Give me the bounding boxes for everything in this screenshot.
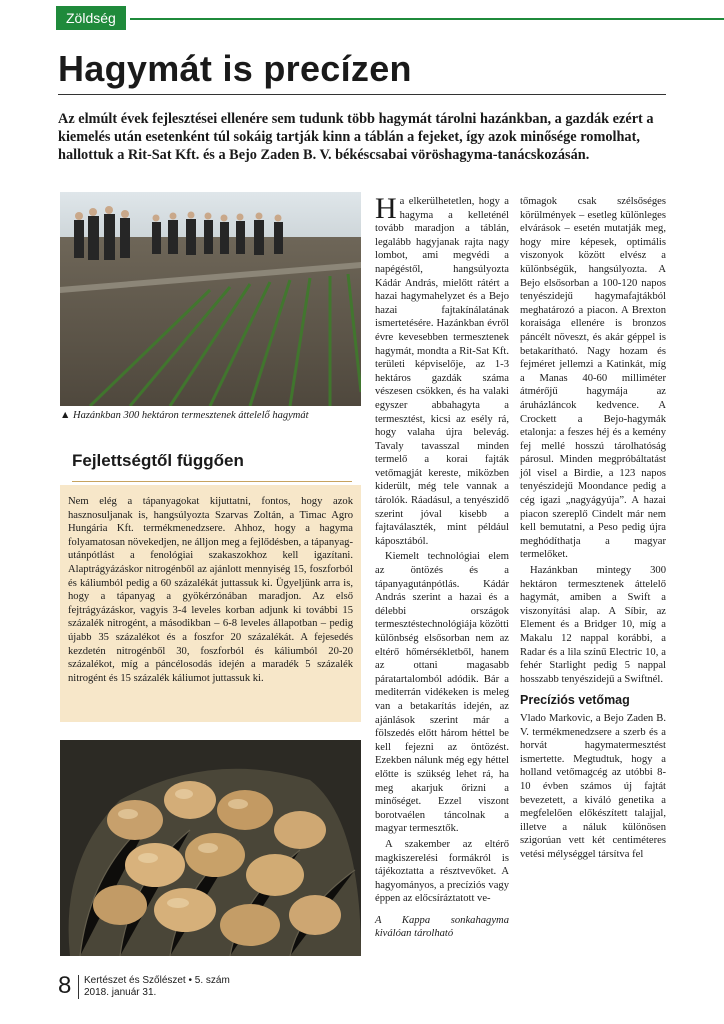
column-3-paragraph-3: Vlado Markovic, a Bejo Zaden B. V. termékmenedzsere a szerb és a horvát hagymatermesztést ismertette. Megtudtuk, hogy a holland vetőmagcég az utóbbi 8-10 évben számos új fajtát bevezetett, a kiváló genetika a megfelelően előkészített talajjal, illetve a náluk különösen szigorúan vett két centiméteres vetési mélységgel társítva fel (520, 712, 666, 860)
sidebar-box-title: Fejlettségtől függően (72, 451, 244, 470)
section-tag: Zöldség (56, 6, 126, 30)
footer-divider (78, 975, 79, 999)
sidebar-box-text: Nem elég a tápanyagokat kijuttatni, fontos, hogy azok hasznosuljanak is, hangsúlyozta Szarvas Zoltán, a Timac Agro Hungária Kft. termékmenedzsere. Ahhoz, hogy a hagyma folyamatosan növekedjen, ne álljon meg a fejlődésben, a tápanyag-utánpótlást a fenológiai szakaszokhoz kell igazítani. Alaptrágyázáskor nitrogénből az ajánlott mennyiség 15, foszforból és káliumból pedig a 60 százalékát juttassuk ki. Ügyeljünk arra is, hogy a tápanyag a gyökérzónában maradjon. Az első fejtrágyázáskor, vagyis 3-4 leveles korban adjunk ki további 15 százalék nitrogént, a másodikban – 6-8 leveles állapotban – pedig újabb 35 százalékot és a foszfor 20 százalékát. A fejesedés kezdetén nitrogénből 30, foszforból és káliumból 20-20 százalékot, míg a páncélosodás idején a maradék 5 százalék nitrogént és 15 százalék káliumot juttassuk ki. (68, 496, 353, 684)
onion-photo-caption: A Kappa sonkahagyma kiválóan tárolható (375, 914, 509, 940)
field-photo-image (60, 192, 361, 406)
dropcap: H (375, 192, 397, 225)
section-header (0, 0, 724, 34)
article-column-3 (520, 195, 666, 864)
section-rule (130, 18, 724, 20)
column-2-paragraph-1-text: a elkerülhetetlen, hogy a hagyma a kelleténél tovább maradjon a táblán, legalább hagyjanak rajta nagy lombot, ami megvédi a napégéstől, hangsúlyozta Kádár András, mielőtt rátért a hazai hagymahelyzet és a Bejo hazai fajtakínálatának ismertetésére. Hazánkban évről évre kevesebben termesztenek hagymát, mondta a Rit-Sat Kft. területi képviselője, az 1-3 hektáros gazdák száma vészesen csökken, és ha valaki egyszer abbahagyta a termesztést, kicsi az esély rá, hogy valaha újra belevág. Tavaly tavasszal minden termelő a korai fajták vetőmagját kereste, miközben kiderült, még tele vannak a tárolók. Ráadásul, a tenyészidő szerint jóval kisebb a fajtaválaszték, mint például káposztából. (375, 196, 509, 547)
onion-photo (60, 740, 361, 956)
field-photo (60, 192, 361, 406)
article-title: Hagymát is precízen (58, 48, 412, 89)
field-photo-caption: ▲ Hazánkban 300 hektáron termesztenek áttelelő hagymát (60, 410, 309, 421)
column-2-paragraph-3: A szakember az eltérő magkiszerelési formákról is tájékoztatta a résztvevőket. A hagyományos, a precíziós vagy éppen az előcsíráztatott ve- (375, 838, 509, 905)
column-3-paragraph-2: Hazánkban mintegy 300 hektáron termesztenek áttelelő hagymát, amiben a Swift a viszonyítási alap. A Síbir, az Element és a Bridger 10, míg a Makalu 12 nappal korábbi, a Radar és a lila színű Electric 10, a fehér Starlight pedig 5 nappal hosszabb tenyészidejű a Swiftnél. (520, 565, 666, 685)
footer-publication: Kertészet és Szőlészet • 5. szám (84, 975, 230, 986)
article-column-2 (375, 192, 509, 943)
column-3-subheading: Precíziós vetőmag (520, 693, 630, 708)
page-footer (58, 972, 668, 1002)
footer-date: 2018. január 31. (84, 987, 157, 998)
column-3-paragraph-1: tőmagok csak szélsőséges körülmények – esetleg különleges elvárások – esetén mutatják meg, hogy mire képesek, optimális viszonyok között elvész a különbségük, hangsúlyozta. A Bejo elsősorban a 100-120 napos tenyészidejű hagymafajtákból meghatározó a piacon. A Brexton koraisága ellenére is bronzos páncélt növeszt, és akár géppel is betakarítható. Nagy hozam és fejméret jellemzi a Katinkát, míg a Manas 40-60 milliméter átmérőjű hagymája az áruházláncok kedvence. A Crockett a Bejo-hagymák etalonja: a feszes héj és a kemény fej mellé hosszú tárolhatóság párosul. Minden megpróbáltatást jól visel a Birdie, a 123 napos tenyészidejű Moondance pedig a cég igazi „nagyágyúja”. A hazai piacon szereplő Cindelt már nem kell bemutatni, a Peso pedig újra meghódíthatja a magyar termelőket. (520, 196, 666, 561)
column-2-paragraph-1 (375, 192, 509, 548)
onion-photo-image (60, 740, 361, 956)
sidebar-box (60, 437, 361, 722)
column-2-paragraph-2: Kiemelt technológiai elem az öntözés és a tápanyagutánpótlás. Kádár András szerint a hazai és a délebbi országok termesztéstechnológiája közötti különbség elsősorban nem az eltérő hőmérsékletből, hanem az ottani magasabb páratartalomból adódik. Bár a mediterrán vidékeken is meleg van a betakarítás idején, az ajánlások szerint már a fölszedés előtt három héttel be kell fejezni az öntözést. Ezekben nálunk még egy héttel előtte is szükség lehet rá, ha meg akarjuk őrizni a minőséget. Ezzel viszont borotvaélen táncolnak a magyar termesztők. (375, 551, 509, 835)
page-number: 8 (58, 972, 72, 999)
sidebar-box-rule (72, 481, 352, 482)
title-rule (58, 94, 666, 95)
article-lead: Az elmúlt évek fejlesztései ellenére sem tudunk több hagymát tárolni hazánkban, a gazdák ezért a kiemelés után esetenként túl sokáig tartják kinn a táblán a fejeket, így azok minősége romolhat, hallottuk a Rit-Sat Kft. és a Bejo Zaden B. V. békéscsabai vöröshagyma-tanácskozásán. (58, 111, 654, 163)
